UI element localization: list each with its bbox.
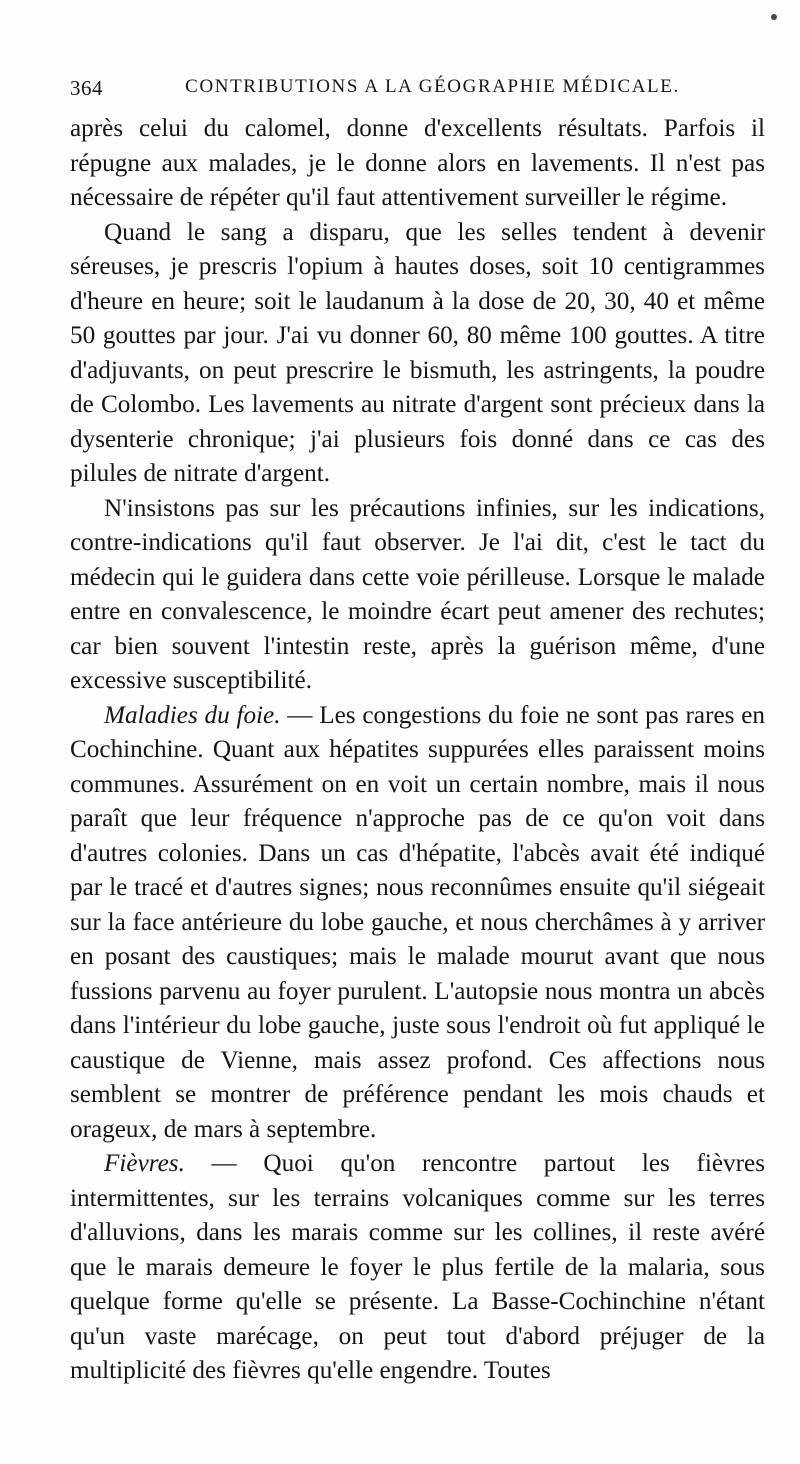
paragraph-text: — Les congestions du foie ne sont pas rares en Cochinchine. Quant aux hépatites suppurées elles paraissent moins communes. Assurément on en voit un certain nombre, mais il nous paraît que leur fréquence n'approche pas de ce qu'on voit dans d'autres colonies. Dans un cas d'hépatite, l'abcès avait été indiqué par le tracé et d'autres signes; nous reconnûmes ensuite qu'il siégeait sur la face antérieure du lobe gauche, et nous cherchâmes à y arriver en posant des caustiques; mais le malade mourut avant que nous fussions parvenu au foyer purulent. L'autopsie nous montra un abcès dans l'intérieur du lobe gauche, juste sous l'endroit où fut appliqué le caustique de Vienne, mais assez profond. Ces affections nous semblent se montrer de préférence pendant les mois chauds et orageux, de mars à septembre.	[70, 701, 765, 1143]
section-heading-fievres: Fièvres.	[104, 1150, 185, 1177]
paragraph-precautions	[70, 492, 765, 699]
section-heading-maladies-du-foie: Maladies du foie.	[104, 701, 281, 729]
paragraph-calomel	[70, 112, 765, 216]
paragraph-text: après celui du calomel, donne d'excellents résultats. Parfois il répugne aux malades, je le donne alors en lavements. Il n'est pas nécessaire de répéter qu'il faut attentivement surveiller le régime.	[70, 115, 765, 211]
page-header	[70, 70, 765, 104]
paragraph-text: N'insistons pas sur les précautions infinies, sur les indications, contre-indications qu'il faut observer. Je l'ai dit, c'est le tact du médecin qui le guidera dans cette voie périlleuse. Lorsque le malade entre en convalescence, le moindre écart peut amener des rechutes; car bien souvent l'intestin reste, après la guérison même, d'une excessive susceptibilité.	[70, 494, 765, 694]
page-number: 364	[70, 76, 103, 100]
running-title: CONTRIBUTIONS A LA GÉOGRAPHIE MÉDICALE.	[185, 76, 680, 97]
paragraph-maladies-du-foie	[70, 699, 765, 1148]
paragraph-text: — Quoi qu'on rencontre partout les fièvres intermittentes, sur les terrains volcaniques comme sur les terres d'alluvions, dans les marais comme sur les collines, il reste avéré que le marais demeure le foyer le plus fertile de la malaria, sous quelque forme qu'elle se présente. La Basse-Cochinchine n'étant qu'un vaste marécage, on peut tout d'abord préjuger de la multiplicité des fièvres qu'elle engendre. Toutes	[70, 1150, 765, 1384]
ink-speck	[771, 14, 777, 20]
paragraph-text: Quand le sang a disparu, que les selles tendent à devenir séreuses, je prescris l'opium à hautes doses, soit 10 centigrammes d'heure en heure; soit le laudanum à la dose de 20, 30, 40 et même 50 gouttes par jour. J'ai vu donner 60, 80 même 100 gouttes. A titre d'adjuvants, on peut prescrire le bismuth, les astringents, la poudre de Colombo. Les lavements au nitrate d'argent sont précieux dans la dysenterie chronique; j'ai plusieurs fois donné dans ce cas des pilules de nitrate d'argent.	[70, 218, 765, 487]
paragraph-opium	[70, 216, 765, 492]
paragraph-fievres	[70, 1147, 765, 1389]
body-text	[70, 112, 765, 1389]
